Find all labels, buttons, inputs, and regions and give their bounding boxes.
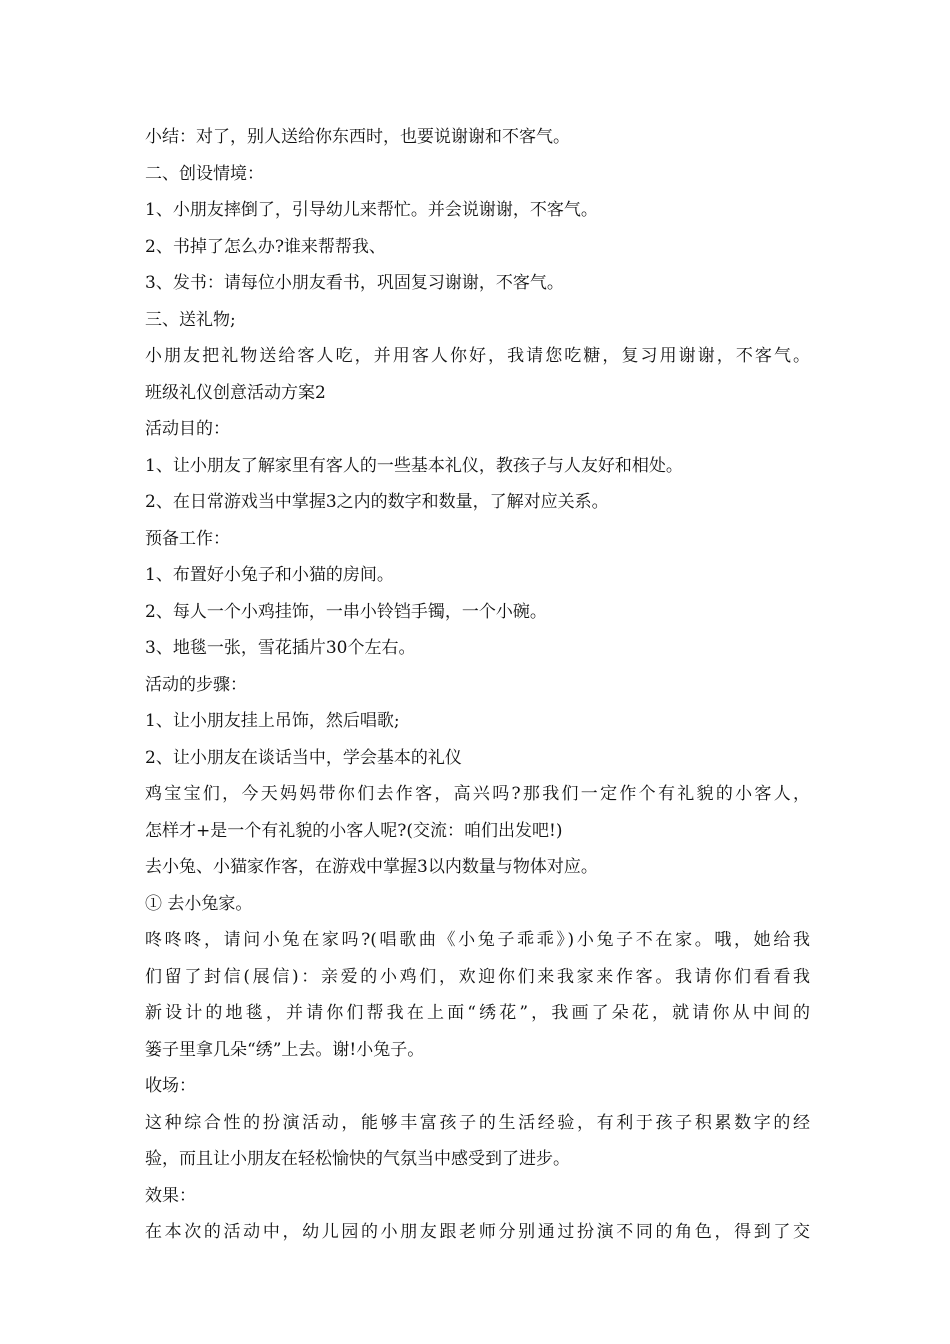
- text-line: 小朋友把礼物送给客人吃，并用客人你好，我请您吃糖，复习用谢谢，不客气。: [145, 346, 810, 366]
- text-line: 2、每人一个小鸡挂饰，一串小铃铛手镯，一个小碗。: [145, 601, 547, 622]
- text-line: 验，而且让小朋友在轻松愉快的气氛当中感受到了进步。: [145, 1149, 570, 1169]
- document-title: 班级礼仪创意活动方案2: [145, 382, 326, 403]
- section-heading: 二、创设情境：: [145, 163, 264, 184]
- text-line: 1、让小朋友挂上吊饰，然后唱歌;: [145, 711, 400, 731]
- section-heading: 收场：: [145, 1076, 196, 1096]
- section-heading: 三、送礼物;: [145, 309, 236, 330]
- text-line: 在本次的活动中，幼儿园的小朋友跟老师分别通过扮演不同的角色，得到了交: [145, 1222, 810, 1242]
- text-line: 怎样才+是一个有礼貌的小客人呢?(交流：咱们出发吧!): [145, 820, 563, 841]
- text-line: ① 去小兔家。: [145, 893, 253, 914]
- text-line: 1、布置好小兔子和小猫的房间。: [145, 565, 394, 585]
- text-line: 新设计的地毯，并请你们帮我在上面“绣花”，我画了朵花，就请你从中间的: [145, 1003, 810, 1023]
- text-line: 们留了封信(展信)：亲爱的小鸡们，欢迎你们来我家来作客。我请你们看看我: [145, 966, 810, 987]
- text-line: 2、书掉了怎么办?谁来帮帮我、: [145, 236, 386, 257]
- text-line: 鸡宝宝们，今天妈妈带你们去作客，高兴吗?那我们一定作个有礼貌的小客人，: [145, 784, 810, 804]
- text-line: 1、让小朋友了解家里有客人的一些基本礼仪，教孩子与人友好和相处。: [145, 455, 683, 476]
- text-line: 这种综合性的扮演活动，能够丰富孩子的生活经验，有利于孩子积累数字的经: [145, 1112, 810, 1133]
- section-heading: 预备工作：: [145, 528, 230, 549]
- text-line: 去小兔、小猫家作客，在游戏中掌握3以内数量与物体对应。: [145, 857, 598, 877]
- text-line: 3、地毯一张，雪花插片30个左右。: [145, 638, 416, 658]
- text-line: 咚咚咚，请问小兔在家吗?(唱歌曲《小兔子乖乖》)小兔子不在家。哦，她给我: [145, 930, 810, 950]
- document-page: [145, 119, 810, 1251]
- text-line: 篓子里拿几朵“绣”上去。谢!小兔子。: [145, 1039, 425, 1060]
- section-heading: 效果：: [145, 1185, 196, 1206]
- text-line: 3、发书：请每位小朋友看书，巩固复习谢谢，不客气。: [145, 273, 564, 293]
- text-line: 1、小朋友摔倒了，引导幼儿来帮忙。并会说谢谢，不客气。: [145, 200, 598, 220]
- text-line: 2、让小朋友在谈话当中，学会基本的礼仪: [145, 747, 462, 768]
- text-line: 小结：对了，别人送给你东西时，也要说谢谢和不客气。: [145, 127, 570, 147]
- section-heading: 活动目的：: [145, 419, 230, 439]
- text-line: 2、在日常游戏当中掌握3之内的数字和数量，了解对应关系。: [145, 492, 609, 512]
- section-heading: 活动的步骤：: [145, 674, 247, 695]
